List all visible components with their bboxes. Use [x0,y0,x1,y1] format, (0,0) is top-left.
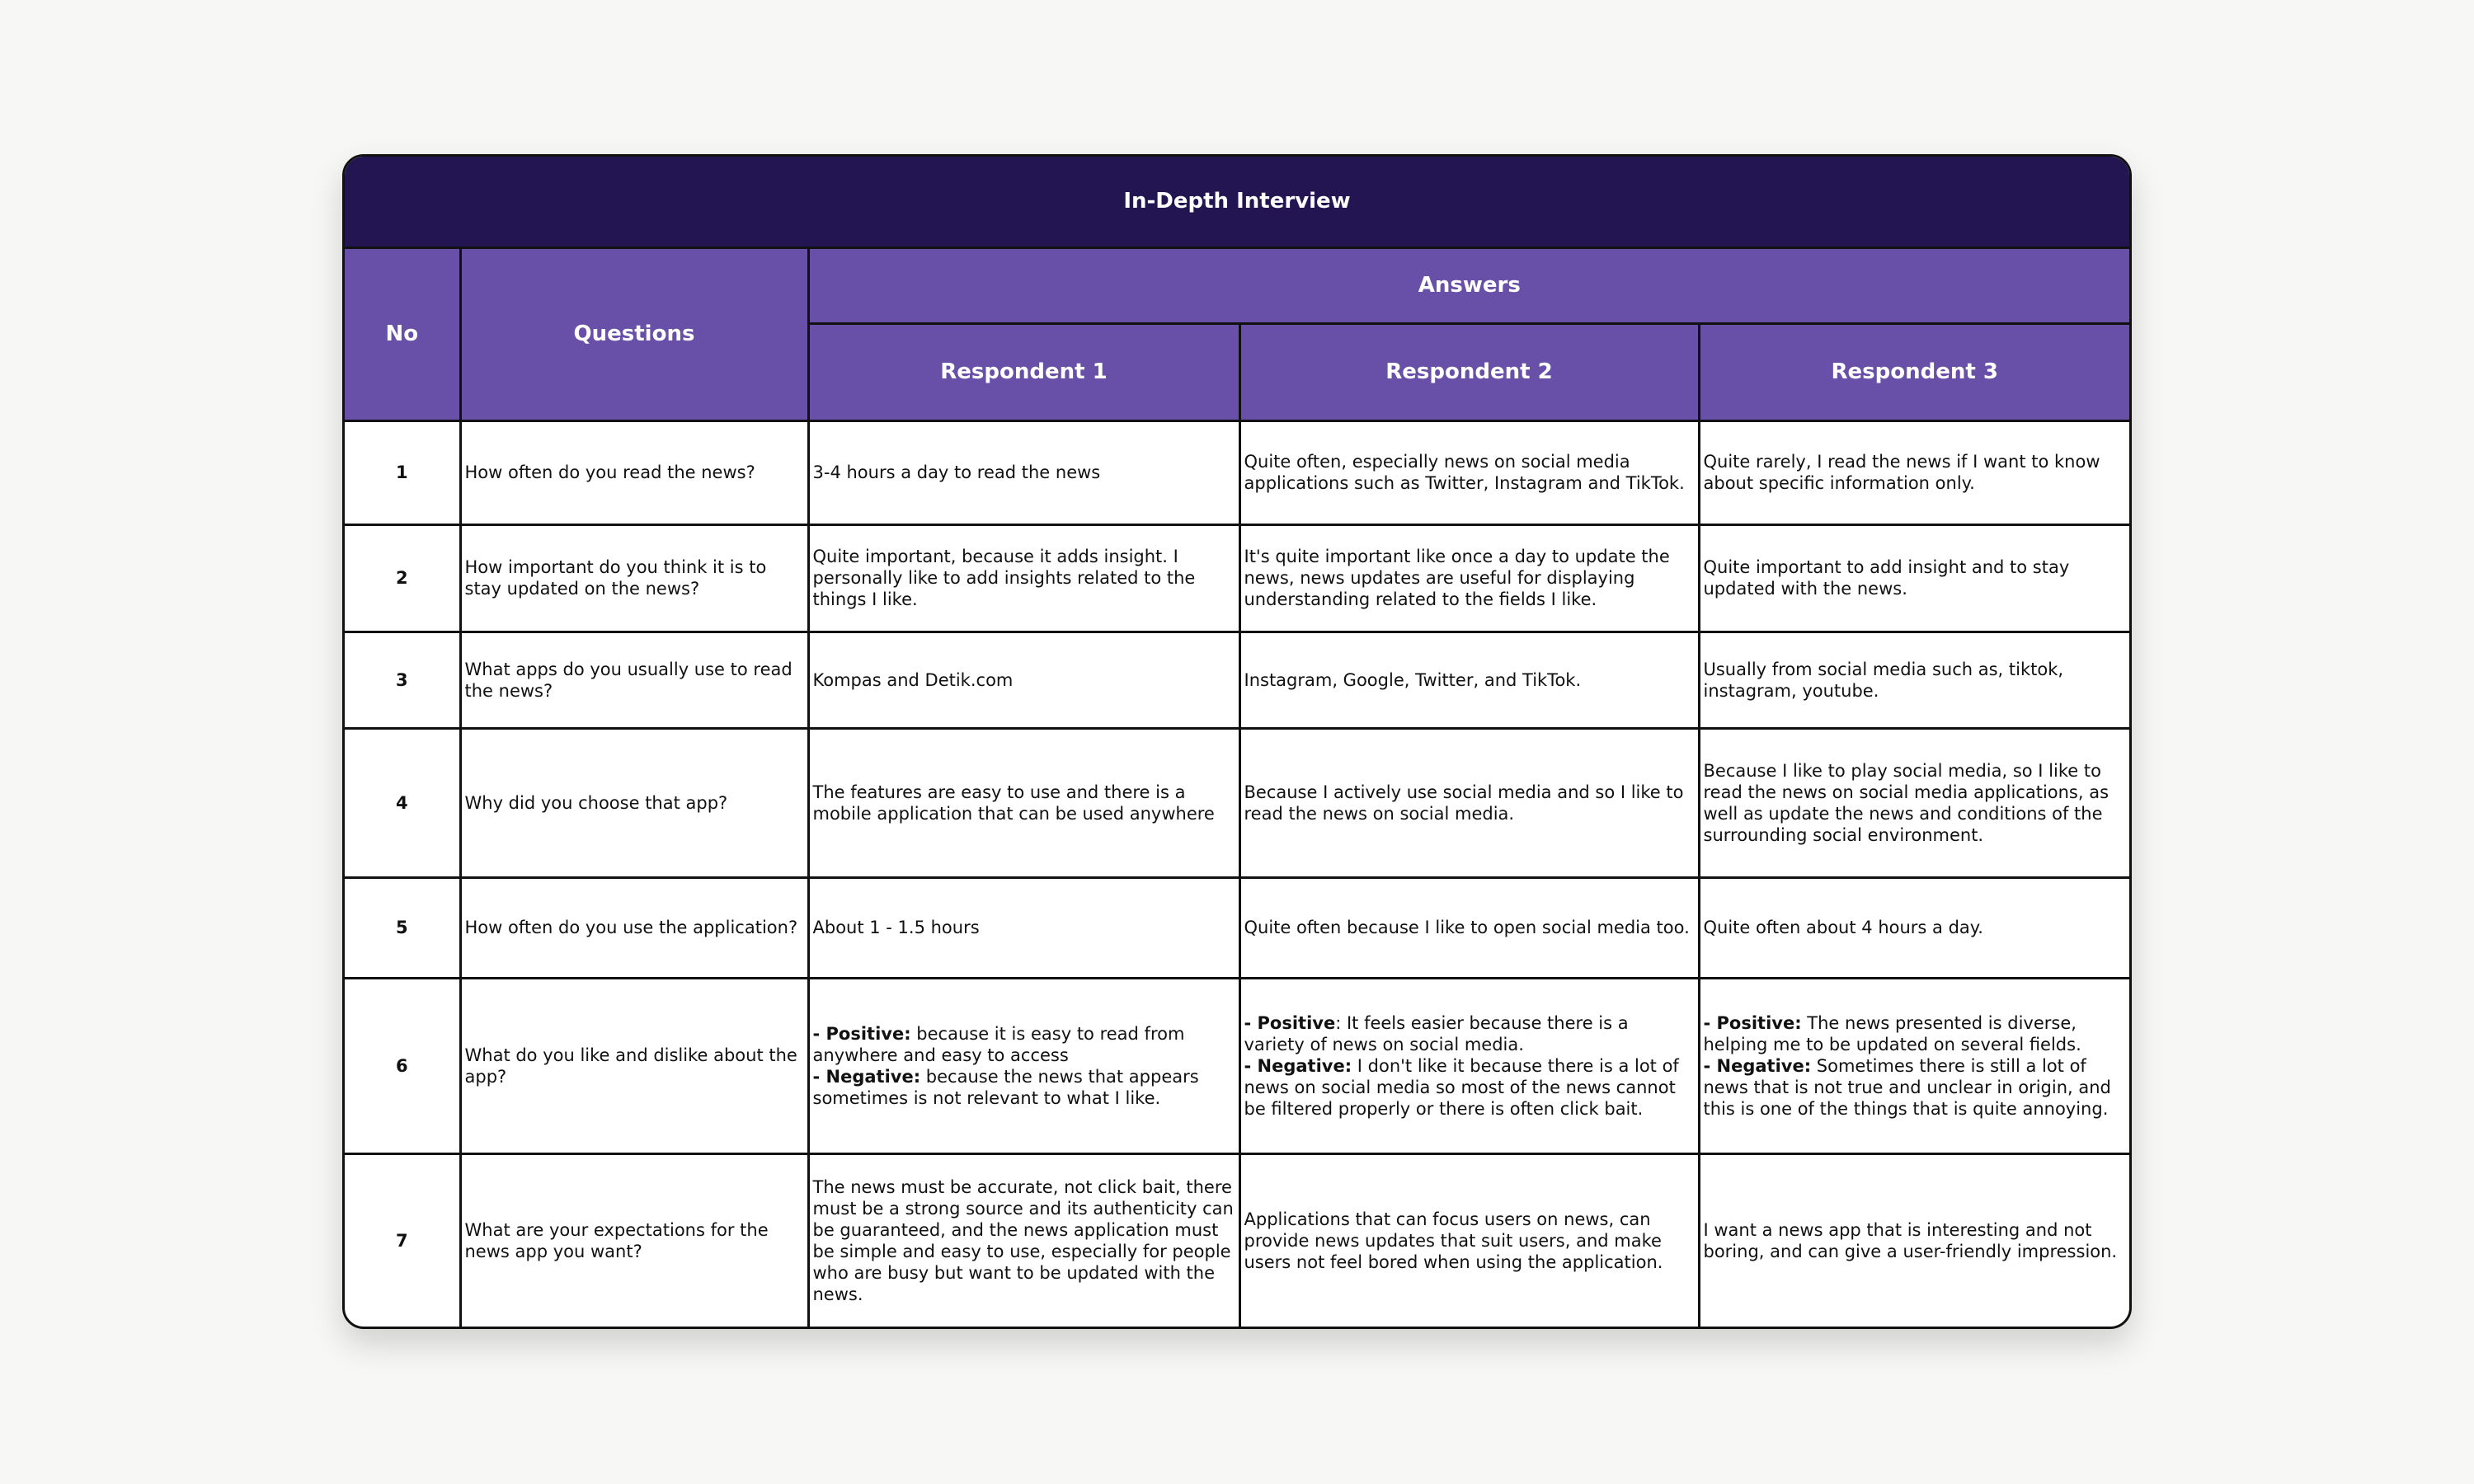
table-row [345,632,2129,728]
header-respondent-3: Respondent 3 [1699,323,2129,420]
row-number: 3 [345,632,460,728]
answer-positive: - Positive: The news presented is diverse, helping me to be updated on several fields. [1703,1012,2081,1054]
table-row [345,728,2129,877]
header-respondent-2: Respondent 2 [1239,323,1699,420]
row-number: 6 [345,978,460,1153]
answer-respondent-3: Because I like to play social media, so I like to read the news on social media applications, as well as update the news and conditions of the surrounding social environment. [1699,728,2129,877]
table-row [345,978,2129,1153]
header-respondent-1: Respondent 1 [808,323,1239,420]
row-number: 2 [345,524,460,632]
answer-respondent-2: Because I actively use social media and so I like to read the news on social media. [1239,728,1699,877]
answer-respondent-1: 3-4 hours a day to read the news [808,420,1239,524]
question-cell: What apps do you usually use to read the news? [460,632,808,728]
answer-respondent-3: Quite often about 4 hours a day. [1699,877,2129,978]
table-row [345,1153,2129,1327]
answer-respondent-1: Kompas and Detik.com [808,632,1239,728]
answer-respondent-3: Quite important to add insight and to stay updated with the news. [1699,524,2129,632]
table-title: In-Depth Interview [345,157,2129,247]
interview-table [345,157,2129,1327]
row-number: 5 [345,877,460,978]
answer-respondent-2 [1239,978,1699,1153]
question-cell: How often do you read the news? [460,420,808,524]
answer-respondent-2: Quite often, especially news on social media applications such as Twitter, Instagram and TikTok. [1239,420,1699,524]
table-row [345,420,2129,524]
answer-negative: - Negative: Sometimes there is still a lot of news that is not true and unclear in origin, and this is one of the things that is quite annoying. [1703,1055,2111,1119]
table-row [345,877,2129,978]
row-number: 7 [345,1153,460,1327]
answer-respondent-2: Quite often because I like to open social media too. [1239,877,1699,978]
answer-respondent-1: The features are easy to use and there is a mobile application that can be used anywhere [808,728,1239,877]
answer-respondent-1: About 1 - 1.5 hours [808,877,1239,978]
answer-respondent-3: Quite rarely, I read the news if I want to know about specific information only. [1699,420,2129,524]
answer-respondent-1: The news must be accurate, not click bait, there must be a strong source and its authenticity can be guaranteed, and the news application must be simple and easy to use, especially for people who are busy but want to be updated with the news. [808,1153,1239,1327]
question-cell: What are your expectations for the news app you want? [460,1153,808,1327]
answer-respondent-1 [808,978,1239,1153]
question-cell: What do you like and dislike about the app? [460,978,808,1153]
row-number: 4 [345,728,460,877]
header-questions: Questions [460,247,808,420]
answer-negative: - Negative: I don't like it because there is a lot of news on social media so most of the news cannot be filtered properly or there is often click bait. [1244,1055,1679,1119]
question-cell: Why did you choose that app? [460,728,808,877]
interview-table-card [342,154,2132,1329]
answer-positive: - Positive: It feels easier because there is a variety of news on social media. [1244,1012,1629,1054]
answer-respondent-2: Applications that can focus users on news, can provide news updates that suit users, and make users not feel bored when using the application. [1239,1153,1699,1327]
answer-negative: - Negative: because the news that appears sometimes is not relevant to what I like. [812,1066,1199,1108]
header-no: No [345,247,460,420]
answer-respondent-3: Usually from social media such as, tiktok, instagram, youtube. [1699,632,2129,728]
answer-respondent-3: I want a news app that is interesting and not boring, and can give a user-friendly impression. [1699,1153,2129,1327]
answer-positive: - Positive: because it is easy to read from anywhere and easy to access [812,1023,1185,1065]
row-number: 1 [345,420,460,524]
answer-respondent-3 [1699,978,2129,1153]
header-answers: Answers [808,247,2129,323]
answer-respondent-1: Quite important, because it adds insight. I personally like to add insights related to the things I like. [808,524,1239,632]
question-cell: How important do you think it is to stay updated on the news? [460,524,808,632]
answer-respondent-2: It's quite important like once a day to update the news, news updates are useful for displaying understanding related to the fields I like. [1239,524,1699,632]
table-row [345,524,2129,632]
question-cell: How often do you use the application? [460,877,808,978]
answer-respondent-2: Instagram, Google, Twitter, and TikTok. [1239,632,1699,728]
